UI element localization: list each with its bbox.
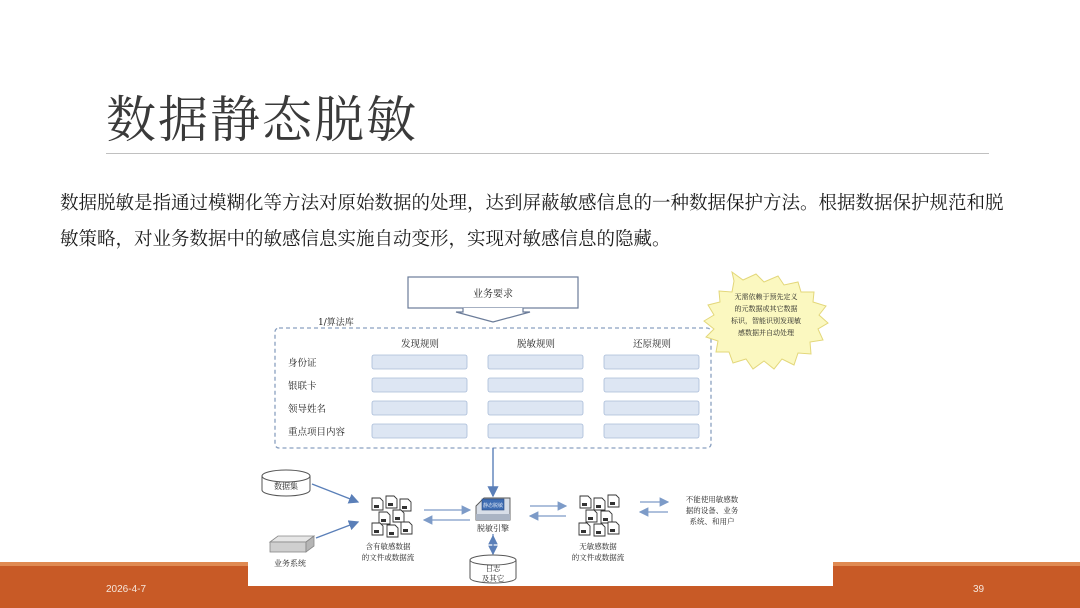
cell-unioncard-restore [604, 378, 699, 392]
business-requirement-label: 业务要求 [473, 289, 513, 300]
cell-project-mask [488, 424, 583, 438]
slide-paragraph: 数据脱敏是指通过模糊化等方法对原始数据的处理，达到屏蔽敏感信息的一种数据保护方法。根据数据保护规范和脱敏策略，对业务数据中的敏感信息实施自动变形，实现对敏感信息的隐藏。 [60, 193, 1004, 250]
clean-flow-line-1: 无敏感数据 [579, 542, 617, 551]
footer-page-number: 39 [973, 584, 985, 595]
masking-diagram [248, 270, 833, 586]
slide-title: 数据静态脱敏 [106, 91, 418, 149]
cell-project-restore [604, 424, 699, 438]
row-label-key-project: 重点项目内容 [288, 427, 346, 438]
cell-project-discover [372, 424, 467, 438]
clean-flow-line-2: 的文件或数据流 [571, 553, 625, 562]
cell-leader-mask [488, 401, 583, 415]
log-label-1: 日志 [485, 564, 501, 573]
col-header-discover: 发现规则 [400, 339, 440, 350]
dataset-icon [262, 470, 310, 496]
dataset-label: 数据集 [274, 482, 298, 491]
cell-idcard-restore [604, 355, 699, 369]
business-system-icon [270, 536, 314, 568]
cell-leader-discover [372, 401, 467, 415]
sensitive-flow-line-2: 的文件或数据流 [361, 553, 415, 562]
target-line-1: 不能使用敏感数 [685, 495, 739, 504]
sensitive-flow-line-1: 含有敏感数据 [365, 542, 411, 551]
engine-badge: 静态脱敏 [482, 503, 504, 509]
row-label-id-card: 身份证 [288, 358, 317, 369]
col-header-mask: 脱敏规则 [516, 339, 556, 350]
title-divider [106, 153, 989, 154]
log-storage-icon [470, 555, 516, 583]
row-label-union-card: 银联卡 [288, 381, 317, 392]
business-system-arrow [316, 522, 358, 538]
target-line-3: 系统、和用户 [689, 517, 735, 526]
rule-cells [372, 355, 699, 438]
cell-unioncard-discover [372, 378, 467, 392]
algorithm-library-label: 1/算法库 [318, 318, 354, 328]
business-requirement-box [408, 277, 578, 322]
dataset-arrow [312, 484, 358, 502]
cell-idcard-mask [488, 355, 583, 369]
cell-idcard-discover [372, 355, 467, 369]
business-system-label: 业务系统 [274, 559, 306, 568]
callout-line-3: 标识，智能识别发现敏 [731, 317, 801, 325]
target-line-2: 据的设备、业务 [685, 506, 739, 515]
row-label-leader-name: 领导姓名 [288, 404, 327, 415]
masking-diagram-svg [248, 270, 833, 586]
masking-engine-icon [476, 498, 510, 533]
col-header-restore: 还原规则 [632, 339, 672, 350]
callout-line-2: 的元数据或其它数据 [734, 305, 798, 313]
smart-detect-callout [704, 272, 828, 369]
footer-date: 2026-4-7 [106, 584, 147, 595]
masking-engine-label: 脱敏引擎 [477, 524, 509, 533]
callout-line-4: 感数据并自动处理 [738, 329, 794, 337]
log-label-2: 及其它 [481, 574, 505, 583]
cell-leader-restore [604, 401, 699, 415]
callout-line-1: 无需依赖于预先定义 [734, 293, 798, 301]
cell-unioncard-mask [488, 378, 583, 392]
